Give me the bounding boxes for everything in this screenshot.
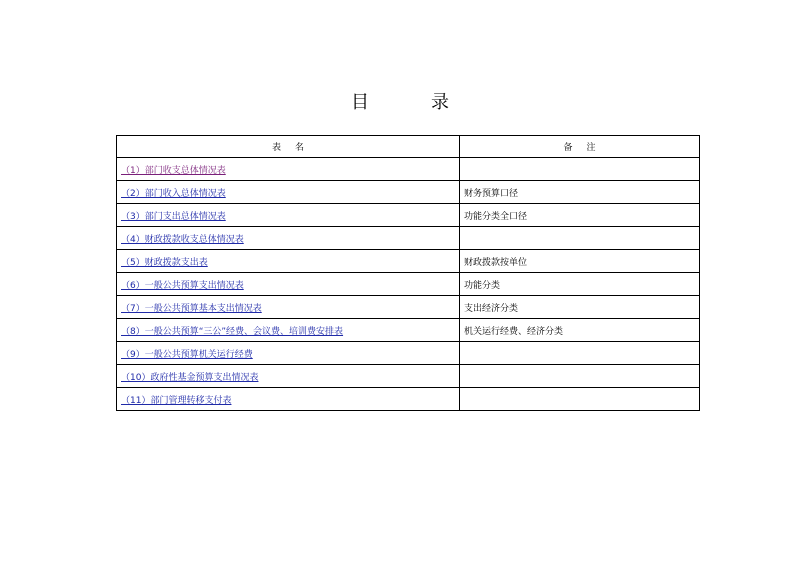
table-row — [117, 158, 700, 181]
table-cell-note: 财务预算口径 — [460, 181, 700, 204]
toc-table — [116, 135, 700, 411]
table-cell-name — [117, 227, 460, 250]
toc-link[interactable]: （4）财政拨款收支总体情况表 — [121, 234, 244, 245]
table-row — [117, 250, 700, 273]
page-title: 目 录 — [351, 92, 471, 113]
table-cell-note: 支出经济分类 — [460, 296, 700, 319]
table-cell-note — [460, 158, 700, 181]
table-cell-name — [117, 204, 460, 227]
toc-link[interactable]: （3）部门支出总体情况表 — [121, 211, 226, 222]
table-cell-name — [117, 158, 460, 181]
toc-link[interactable]: （9）一般公共预算机关运行经费 — [121, 349, 253, 360]
toc-link[interactable]: （5）财政拨款支出表 — [121, 257, 208, 268]
table-cell-note — [460, 365, 700, 388]
table-cell-note: 功能分类 — [460, 273, 700, 296]
column-header-note: 备注 — [460, 136, 700, 158]
table-cell-name — [117, 342, 460, 365]
table-row — [117, 204, 700, 227]
toc-link[interactable]: （8）一般公共预算“三公”经费、会议费、培训费安排表 — [121, 326, 344, 337]
toc-link[interactable]: （7）一般公共预算基本支出情况表 — [121, 303, 262, 314]
table-cell-name — [117, 365, 460, 388]
column-header-name: 表名 — [117, 136, 460, 158]
table-cell-name — [117, 181, 460, 204]
table-cell-name — [117, 273, 460, 296]
table-row — [117, 273, 700, 296]
toc-link[interactable]: （1）部门收支总体情况表 — [121, 165, 226, 176]
table-cell-note: 财政拨款按单位 — [460, 250, 700, 273]
table-row — [117, 342, 700, 365]
table-row — [117, 181, 700, 204]
toc-link[interactable]: （2）部门收入总体情况表 — [121, 188, 226, 199]
table-row — [117, 365, 700, 388]
table-cell-note — [460, 227, 700, 250]
table-cell-name — [117, 250, 460, 273]
toc-link[interactable]: （6）一般公共预算支出情况表 — [121, 280, 244, 291]
table-cell-name — [117, 296, 460, 319]
table-row — [117, 227, 700, 250]
table-cell-note — [460, 342, 700, 365]
table-row — [117, 388, 700, 411]
table-cell-note — [460, 388, 700, 411]
table-header-row — [117, 136, 700, 158]
table-row — [117, 296, 700, 319]
table-row — [117, 319, 700, 342]
table-cell-note: 机关运行经费、经济分类 — [460, 319, 700, 342]
toc-link[interactable]: （11）部门管理转移支付表 — [121, 395, 232, 406]
table-cell-note: 功能分类全口径 — [460, 204, 700, 227]
toc-link[interactable]: （10）政府性基金预算支出情况表 — [121, 372, 259, 383]
table-cell-name — [117, 319, 460, 342]
table-cell-name — [117, 388, 460, 411]
